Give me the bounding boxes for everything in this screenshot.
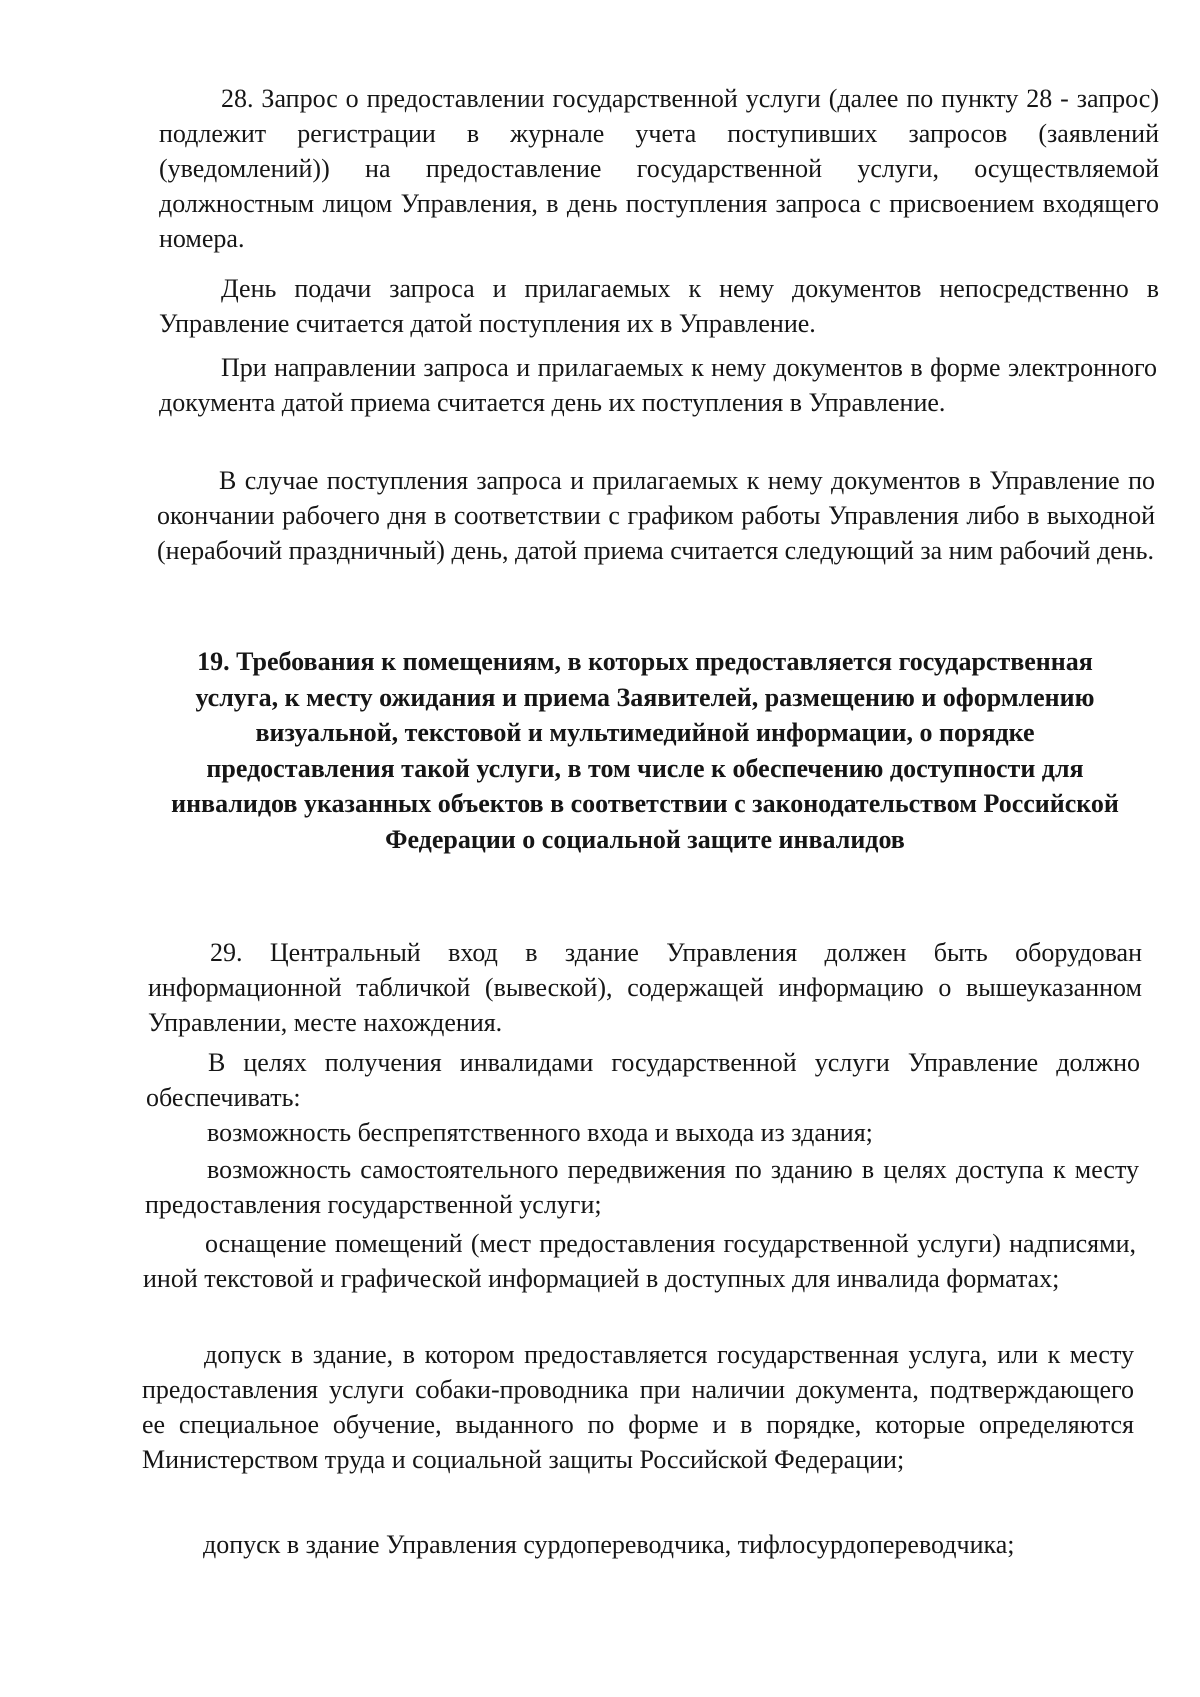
list-item-independent-movement: возможность самостоятельного передвижения по зданию в целях доступа к месту предоставления государственной услуги; <box>145 1155 1139 1219</box>
list-item-free-entry: возможность беспрепятственного входа и выхода из здания; <box>207 1118 873 1147</box>
paragraph-electronic-submission: При направлении запроса и прилагаемых к нему документов в форме электронного документа датой приема считается день их поступления в Управление. <box>159 353 1157 417</box>
section-heading-19: 19. Требования к помещениям, в которых предоставляется государственная услуга, к месту ожидания и приема Заявителей, размещению и оформлению визуальной, текстовой и мультимедийной информации, о порядке предоставления такой услуги, в том числе к обеспечению доступности для инвалидов указанных объектов в соответствии с законодательством Российской Федерации о социальной защите инвалидов <box>171 647 1119 854</box>
paragraph-disability-access-intro: В целях получения инвалидами государственной услуги Управление должно обеспечивать: <box>146 1048 1140 1112</box>
list-item-guide-dog-admission: допуск в здание, в котором предоставляется государственная услуга, или к месту предоставления услуги собаки-проводника при наличии документа, подтверждающего ее специальное обучение, выданного по форме и в порядке, которые определяются Министерством труда и социальной защиты Российской Федерации; <box>142 1340 1134 1474</box>
paragraph-submission-date: День подачи запроса и прилагаемых к нему документов непосредственно в Управление считается датой поступления их в Управление. <box>159 274 1159 338</box>
paragraph-29-entrance-sign: 29. Центральный вход в здание Управления должен быть оборудован информационной табличкой (вывеской), содержащей информацию о вышеуказанном Управлении, месте нахождения. <box>148 938 1142 1037</box>
paragraph-28-registration: 28. Запрос о предоставлении государственной услуги (далее по пункту 28 - запрос) подлежит регистрации в журнале учета поступивших запросов (заявлений (уведомлений)) на предоставление государственной услуги, осуществляемой должностным лицом Управления, в день поступления запроса с присвоением входящего номера. <box>159 84 1159 253</box>
list-item-signage-equipment: оснащение помещений (мест предоставления государственной услуги) надписями, иной текстовой и графической информацией в доступных для инвалида форматах; <box>143 1229 1136 1293</box>
paragraph-after-hours-submission: В случае поступления запроса и прилагаемых к нему документов в Управление по окончании рабочего дня в соответствии с графиком работы Управления либо в выходной (нерабочий праздничный) день, датой приема считается следующий за ним рабочий день. <box>157 466 1155 565</box>
list-item-interpreter-admission: допуск в здание Управления сурдопереводчика, тифлосурдопереводчика; <box>203 1530 1015 1559</box>
